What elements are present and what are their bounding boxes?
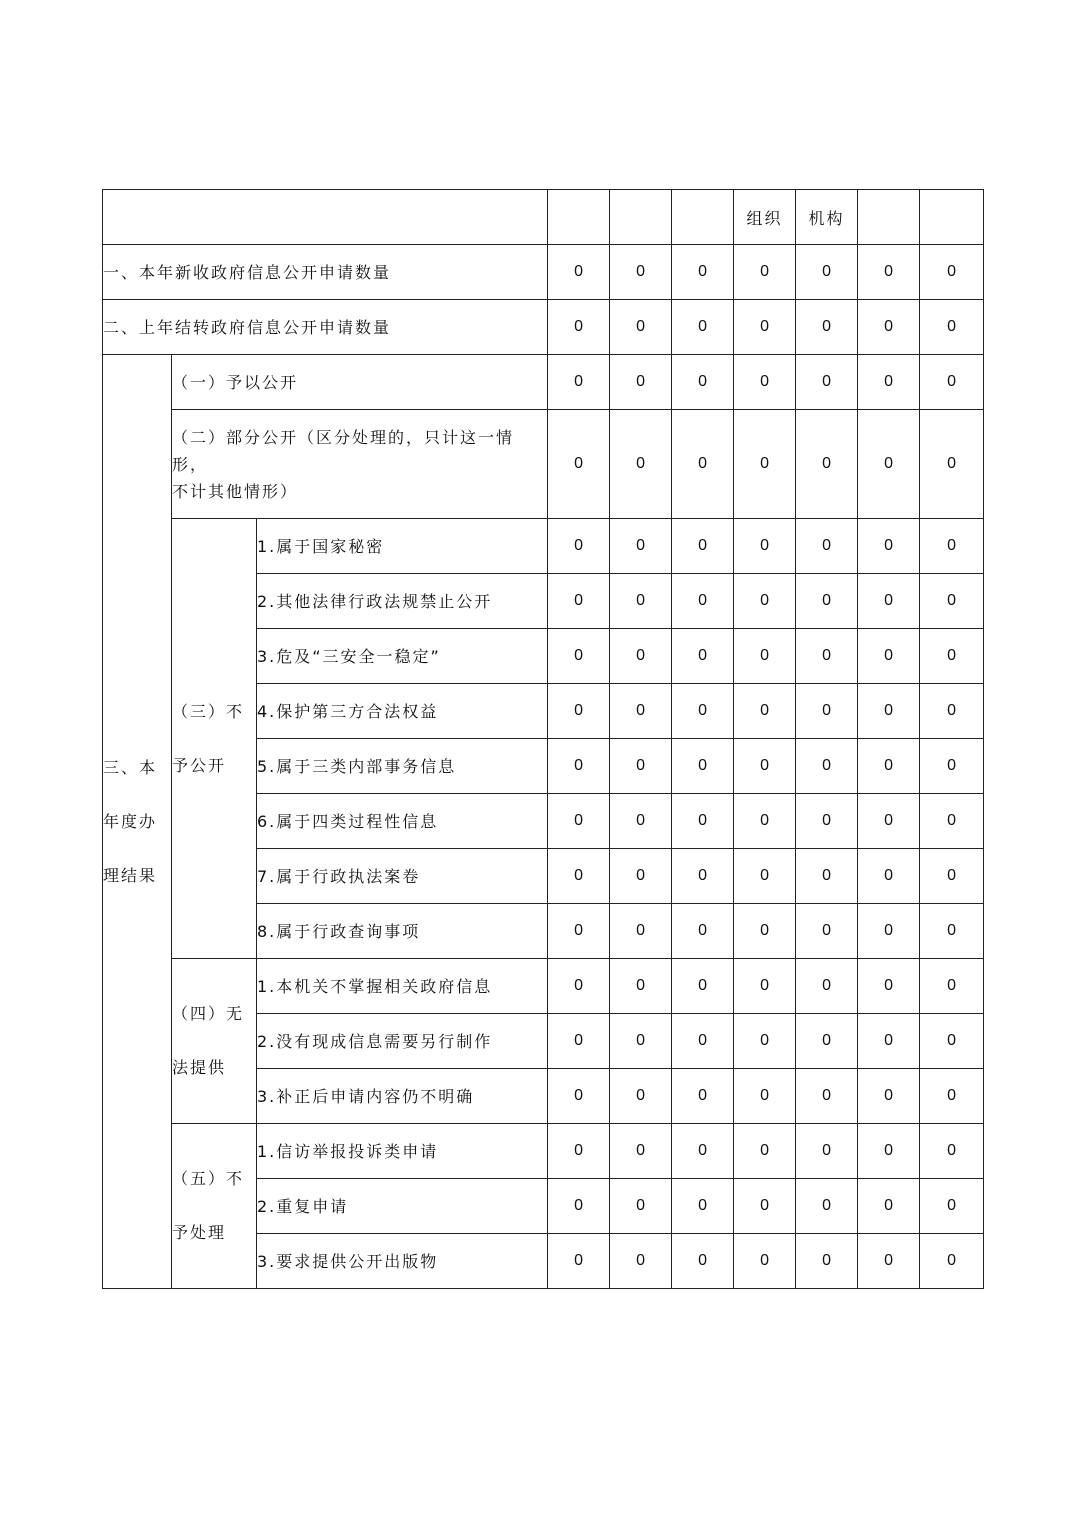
value-cell: 0 [672,574,734,629]
value-cell: 0 [672,1069,734,1124]
value-cell: 0 [610,245,672,300]
group-label: （一）予以公开 [172,355,548,410]
value-cell: 0 [920,1014,984,1069]
value-cell: 0 [858,959,920,1014]
value-cell: 0 [672,684,734,739]
item-label: 1.属于国家秘密 [257,519,548,574]
value-cell: 0 [796,355,858,410]
item-label: 1.信访举报投诉类申请 [257,1124,548,1179]
item-label: 3.要求提供公开出版物 [257,1234,548,1289]
value-cell: 0 [548,1124,610,1179]
column-header [672,190,734,245]
value-cell: 0 [610,410,672,519]
value-cell: 0 [920,629,984,684]
value-cell: 0 [610,355,672,410]
table-row [103,410,984,519]
value-cell: 0 [858,904,920,959]
value-cell: 0 [734,1014,796,1069]
value-cell: 0 [796,245,858,300]
item-label: 4.保护第三方合法权益 [257,684,548,739]
column-header: 机构 [796,190,858,245]
value-cell: 0 [796,1014,858,1069]
item-label: 8.属于行政查询事项 [257,904,548,959]
value-cell: 0 [796,739,858,794]
value-cell: 0 [858,1179,920,1234]
value-cell: 0 [734,1069,796,1124]
item-label: 2.没有现成信息需要另行制作 [257,1014,548,1069]
value-cell: 0 [796,629,858,684]
value-cell: 0 [672,1234,734,1289]
cell-label-line: 年度办 [103,811,158,831]
value-cell: 0 [734,519,796,574]
value-cell: 0 [920,300,984,355]
value-cell: 0 [548,410,610,519]
value-cell: 0 [610,1179,672,1234]
value-cell: 0 [858,245,920,300]
value-cell: 0 [548,629,610,684]
value-cell: 0 [610,1234,672,1289]
disclosure-statistics-table [102,189,984,1289]
value-cell: 0 [734,629,796,684]
group-label [172,959,257,1124]
value-cell: 0 [672,1124,734,1179]
cell-label-line: 理结果 [103,865,158,885]
table-row [103,300,984,355]
value-cell: 0 [548,959,610,1014]
value-cell: 0 [796,794,858,849]
value-cell: 0 [548,300,610,355]
value-cell: 0 [610,849,672,904]
value-cell: 0 [672,300,734,355]
value-cell: 0 [796,410,858,519]
value-cell: 0 [610,519,672,574]
value-cell: 0 [796,519,858,574]
value-cell: 0 [672,794,734,849]
value-cell: 0 [920,1234,984,1289]
value-cell: 0 [920,904,984,959]
value-cell: 0 [920,1069,984,1124]
group-label [172,1124,257,1289]
value-cell: 0 [796,904,858,959]
cell-label-line: 不计其他情形） [172,481,299,501]
value-cell: 0 [734,684,796,739]
value-cell: 0 [734,1124,796,1179]
value-cell: 0 [548,684,610,739]
value-cell: 0 [610,739,672,794]
value-cell: 0 [548,574,610,629]
value-cell: 0 [734,574,796,629]
value-cell: 0 [858,1234,920,1289]
value-cell: 0 [734,1234,796,1289]
value-cell: 0 [796,1179,858,1234]
value-cell: 0 [734,794,796,849]
value-cell: 0 [734,245,796,300]
item-label: 2.其他法律行政法规禁止公开 [257,574,548,629]
column-header: 组织 [734,190,796,245]
value-cell: 0 [734,849,796,904]
value-cell: 0 [610,300,672,355]
value-cell: 0 [920,739,984,794]
value-cell: 0 [734,355,796,410]
value-cell: 0 [548,904,610,959]
item-label: 6.属于四类过程性信息 [257,794,548,849]
value-cell: 0 [672,904,734,959]
value-cell: 0 [548,1234,610,1289]
value-cell: 0 [548,355,610,410]
value-cell: 0 [610,904,672,959]
value-cell: 0 [548,1014,610,1069]
value-cell: 0 [858,849,920,904]
value-cell: 0 [920,574,984,629]
value-cell: 0 [672,1014,734,1069]
value-cell: 0 [858,1014,920,1069]
row-label: 二、上年结转政府信息公开申请数量 [103,300,548,355]
value-cell: 0 [858,410,920,519]
value-cell: 0 [796,300,858,355]
value-cell: 0 [858,1124,920,1179]
column-header [858,190,920,245]
section-three-label [103,355,172,1289]
value-cell: 0 [672,629,734,684]
value-cell: 0 [610,574,672,629]
row-label: 一、本年新收政府信息公开申请数量 [103,245,548,300]
value-cell: 0 [672,410,734,519]
item-label: 3.补正后申请内容仍不明确 [257,1069,548,1124]
value-cell: 0 [610,1014,672,1069]
value-cell: 0 [672,849,734,904]
value-cell: 0 [920,355,984,410]
value-cell: 0 [920,1124,984,1179]
value-cell: 0 [672,355,734,410]
table-row [103,190,984,245]
column-header [610,190,672,245]
value-cell: 0 [610,1124,672,1179]
column-header [548,190,610,245]
value-cell: 0 [796,1069,858,1124]
value-cell: 0 [920,849,984,904]
value-cell: 0 [610,1069,672,1124]
value-cell: 0 [672,739,734,794]
value-cell: 0 [796,1234,858,1289]
value-cell: 0 [858,574,920,629]
value-cell: 0 [858,739,920,794]
item-label: 3.危及“三安全一稳定” [257,629,548,684]
cell-label-line: （四）无 [172,1004,245,1023]
header-blank-cell [103,190,548,245]
cell-label-line: 法提供 [172,1058,227,1077]
value-cell: 0 [920,684,984,739]
group-label [172,410,548,519]
value-cell: 0 [920,959,984,1014]
value-cell: 0 [548,519,610,574]
value-cell: 0 [734,300,796,355]
value-cell: 0 [796,959,858,1014]
item-label: 7.属于行政执法案卷 [257,849,548,904]
value-cell: 0 [796,574,858,629]
value-cell: 0 [734,904,796,959]
value-cell: 0 [548,1069,610,1124]
value-cell: 0 [796,849,858,904]
value-cell: 0 [920,410,984,519]
value-cell: 0 [858,684,920,739]
value-cell: 0 [610,684,672,739]
value-cell: 0 [920,245,984,300]
value-cell: 0 [858,355,920,410]
table-row [103,355,984,410]
value-cell: 0 [610,959,672,1014]
value-cell: 0 [734,410,796,519]
item-label: 2.重复申请 [257,1179,548,1234]
value-cell: 0 [548,794,610,849]
value-cell: 0 [548,1179,610,1234]
value-cell: 0 [672,245,734,300]
cell-label-line: 予公开 [172,755,227,775]
cell-label-line: （五）不 [172,1169,245,1188]
value-cell: 0 [858,629,920,684]
cell-label-line: 三、本 [103,757,158,777]
value-cell: 0 [920,519,984,574]
value-cell: 0 [548,245,610,300]
value-cell: 0 [610,794,672,849]
value-cell: 0 [734,739,796,794]
group-label [172,519,257,959]
value-cell: 0 [672,519,734,574]
value-cell: 0 [734,959,796,1014]
value-cell: 0 [920,1179,984,1234]
value-cell: 0 [796,684,858,739]
cell-label-line: （三）不 [172,701,245,721]
item-label: 5.属于三类内部事务信息 [257,739,548,794]
item-label: 1.本机关不掌握相关政府信息 [257,959,548,1014]
table-row [103,519,984,574]
value-cell: 0 [610,629,672,684]
value-cell: 0 [548,739,610,794]
cell-label-line: （二）部分公开（区分处理的，只计这一情形， [172,427,515,474]
table-row [103,1124,984,1179]
cell-label-line: 予处理 [172,1223,227,1242]
value-cell: 0 [858,794,920,849]
column-header [920,190,984,245]
table-row [103,245,984,300]
value-cell: 0 [734,1179,796,1234]
value-cell: 0 [672,1179,734,1234]
value-cell: 0 [858,519,920,574]
table-row [103,959,984,1014]
value-cell: 0 [796,1124,858,1179]
value-cell: 0 [858,1069,920,1124]
value-cell: 0 [548,849,610,904]
value-cell: 0 [672,959,734,1014]
value-cell: 0 [920,794,984,849]
value-cell: 0 [858,300,920,355]
